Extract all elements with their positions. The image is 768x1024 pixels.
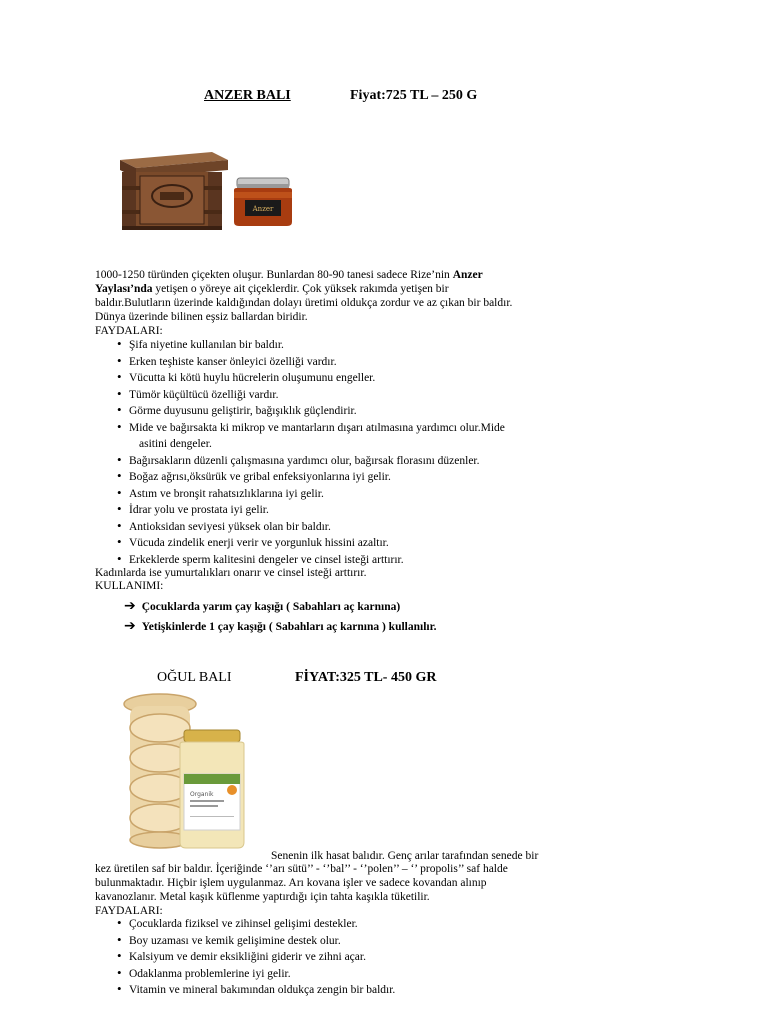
- anzer-intro-line: 1000-1250 türünden çiçekten oluşur. Bunlardan 80-90 tanesi sadece Rize’nin Anzer: [95, 269, 483, 281]
- anzer-benefits-heading: FAYDALARI:: [95, 325, 163, 337]
- anzer-title: ANZER BALI: [204, 88, 291, 103]
- list-item: • Şifa niyetine kullanılan bir baldır.: [117, 337, 505, 354]
- ogul-honey-jar-image: [176, 728, 248, 850]
- list-item: • Vücuda zindelik enerji verir ve yorgunluk hissini azaltır.: [117, 535, 505, 552]
- list-item: • Çocuklarda fiziksel ve zihinsel gelişimi destekler.: [117, 916, 395, 933]
- list-item: • İdrar yolu ve prostata iyi gelir.: [117, 502, 505, 519]
- list-item: • Boy uzaması ve kemik gelişimine destek olur.: [117, 933, 395, 950]
- list-item: • Mide ve bağırsakta ki mikrop ve mantarların dışarı atılmasına yardımcı olur.Mide asitini dengeler.: [117, 420, 505, 453]
- anzer-jar-label: Anzer: [252, 205, 274, 213]
- anzer-intro-line: Dünya üzerinde bilinen eşsiz ballardan biridir.: [95, 311, 308, 323]
- right-arrow-icon: ➔: [124, 618, 136, 634]
- list-item: • Odaklanma problemlerine iyi gelir.: [117, 966, 395, 983]
- ogul-benefits-heading: FAYDALARI:: [95, 905, 163, 917]
- ogul-price: FİYAT:325 TL- 450 GR: [295, 670, 437, 685]
- list-item: • Görme duyusunu geliştirir, bağışıklık güçlendirir.: [117, 403, 505, 420]
- anzer-intro: [95, 268, 512, 338]
- ogul-intro: [95, 862, 508, 918]
- list-item: • Erkeklerde sperm kalitesini dengeler ve cinsel isteği arttırır.: [117, 552, 505, 569]
- list-item: • Tümör küçültücü özelliği vardır.: [117, 387, 505, 404]
- ogul-intro-line: kavanozlanır. Metal kaşık küflenme yaptırdığı için tahta kaşıkla tüketilir.: [95, 891, 430, 903]
- anzer-usage-children: ➔ Çocuklarda yarım çay kaşığı ( Sabahları aç karnına): [124, 598, 401, 614]
- anzer-intro-line: baldır.Bulutların üzerinde kaldığından dolayı üretimi oldukça zordur ve az çıkan bir baldır.: [95, 297, 513, 309]
- anzer-women-note: Kadınlarda ise yumurtalıkları onarır ve cinsel isteği arttırır.: [95, 567, 367, 579]
- anzer-intro-line: Yaylası’nda yetişen o yöreye ait çiçeklerdir. Çok yüksek rakımda yetişen bir: [95, 283, 449, 295]
- anzer-usage-heading: KULLANIMI:: [95, 580, 164, 592]
- anzer-benefits-list: [117, 337, 505, 568]
- ogul-jar-label: Organik: [190, 791, 214, 798]
- anzer-usage-adults: ➔ Yetişkinlerde 1 çay kaşığı ( Sabahları aç karnına ) kullanılır.: [124, 618, 437, 634]
- ogul-intro-line: kez üretilen saf bir baldır. İçeriğinde ‘’arı sütü’’ - ‘’bal’’ - ‘’polen’’ – ‘’ propolis’’ saf halde: [95, 863, 508, 875]
- ogul-intro-line: bulunmaktadır. Hiçbir işlem uygulanmaz. Arı kovana işler ve sadece kovandan alınıp: [95, 877, 487, 889]
- anzer-honey-jar-image: [231, 176, 295, 228]
- list-item: • Boğaz ağrısı,öksürük ve gribal enfeksiyonlarına iyi gelir.: [117, 469, 505, 486]
- anzer-price: Fiyat:725 TL – 250 G: [350, 88, 478, 103]
- list-item: • Vücutta ki kötü huylu hücrelerin oluşumunu engeller.: [117, 370, 505, 387]
- ogul-benefits-list: [117, 916, 395, 999]
- list-item: • Erken teşhiste kanser önleyici özelliği vardır.: [117, 354, 505, 371]
- list-item: • Bağırsakların düzenli çalışmasına yardımcı olur, bağırsak florasını düzenler.: [117, 453, 505, 470]
- list-item: • Astım ve bronşit rahatsızlıklarına iyi gelir.: [117, 486, 505, 503]
- ogul-intro-first: Senenin ilk hasat balıdır. Genç arılar tarafından senede bir: [271, 850, 539, 862]
- list-item: • Vitamin ve mineral bakımından oldukça zengin bir baldır.: [117, 982, 395, 999]
- list-item: • Antioksidan seviyesi yüksek olan bir baldır.: [117, 519, 505, 536]
- ogul-title: OĞUL BALI: [157, 670, 232, 685]
- list-item: • Kalsiyum ve demir eksikliğini giderir ve zihni açar.: [117, 949, 395, 966]
- right-arrow-icon: ➔: [124, 598, 136, 614]
- anzer-wooden-box-image: [112, 148, 230, 232]
